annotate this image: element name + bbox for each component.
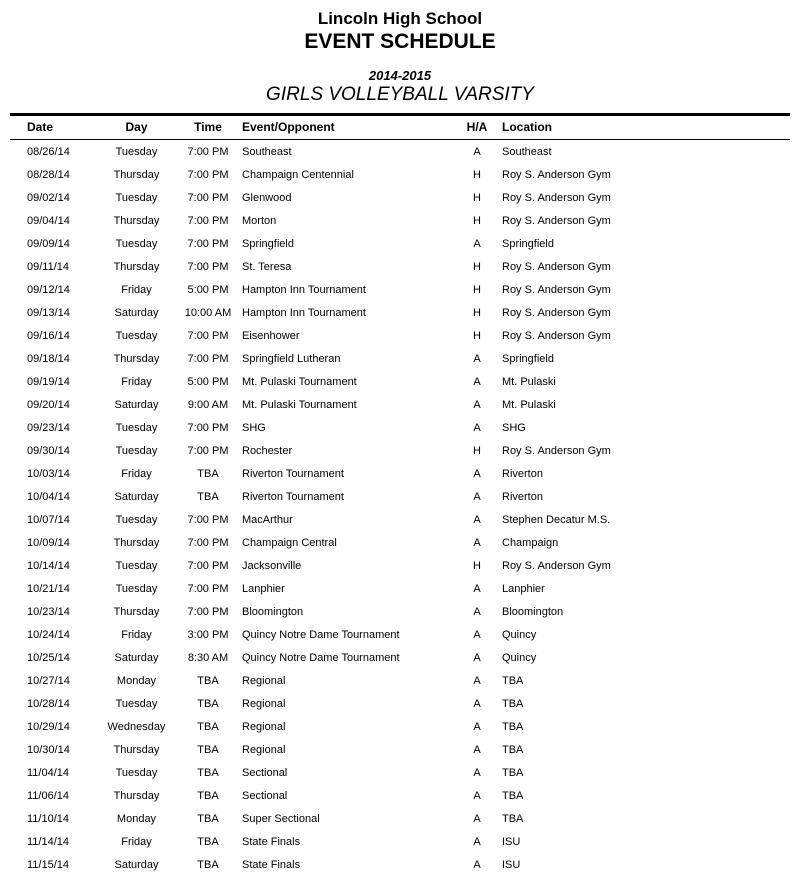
time-cell: 7:00 PM (187, 214, 229, 227)
event-opponent-cell: Champaign Central (242, 536, 337, 549)
location-cell: Roy S. Anderson Gym (502, 444, 611, 457)
date-cell: 10/04/14 (27, 490, 70, 503)
h-a-cell: A (473, 398, 481, 411)
schedule-row (10, 669, 790, 692)
h-a-cell: A (473, 766, 481, 779)
day-cell: Tuesday (115, 513, 158, 526)
h-a-cell: H (473, 559, 481, 572)
day-cell: Monday (116, 812, 157, 825)
event-opponent-cell: Mt. Pulaski Tournament (242, 375, 357, 388)
document-header (0, 0, 800, 107)
event-opponent-cell: Regional (242, 720, 286, 733)
event-opponent-cell: Springfield (242, 237, 294, 250)
date-cell: 09/02/14 (27, 191, 70, 204)
location-cell: Quincy (502, 628, 537, 641)
event-opponent-cell: Springfield Lutheran (242, 352, 341, 365)
column-header-h-a: H/A (466, 119, 488, 134)
date-cell: 11/15/14 (27, 858, 70, 871)
h-a-cell: A (473, 651, 481, 664)
schedule-row (10, 209, 790, 232)
day-cell: Thursday (113, 789, 160, 802)
h-a-cell: A (473, 237, 481, 250)
date-cell: 11/06/14 (27, 789, 70, 802)
time-cell: 7:00 PM (187, 605, 229, 618)
date-cell: 09/16/14 (27, 329, 70, 342)
schedule-row (10, 255, 790, 278)
location-cell: TBA (502, 812, 524, 825)
location-cell: Southeast (502, 145, 552, 158)
day-cell: Tuesday (115, 191, 158, 204)
location-cell: TBA (502, 743, 524, 756)
h-a-cell: H (473, 214, 481, 227)
date-cell: 09/12/14 (27, 283, 70, 296)
schedule-row (10, 830, 790, 853)
schedule-row (10, 600, 790, 623)
day-cell: Tuesday (115, 697, 158, 710)
schedule-row (10, 485, 790, 508)
location-cell: Riverton (502, 467, 543, 480)
event-opponent-cell: State Finals (242, 858, 301, 871)
time-cell: 7:00 PM (187, 191, 229, 204)
date-cell: 09/23/14 (27, 421, 70, 434)
season-label: 2014-2015 (368, 67, 432, 83)
location-cell: TBA (502, 674, 524, 687)
table-body (10, 139, 790, 876)
day-cell: Friday (121, 375, 152, 388)
date-cell: 10/23/14 (27, 605, 70, 618)
schedule-row (10, 163, 790, 186)
event-opponent-cell: Regional (242, 743, 286, 756)
day-cell: Friday (121, 467, 152, 480)
h-a-cell: A (473, 536, 481, 549)
schedule-row (10, 439, 790, 462)
h-a-cell: A (473, 720, 481, 733)
h-a-cell: A (473, 674, 481, 687)
schedule-row (10, 577, 790, 600)
h-a-cell: H (473, 168, 481, 181)
event-opponent-cell: Glenwood (242, 191, 292, 204)
schedule-row (10, 623, 790, 646)
day-cell: Tuesday (115, 237, 158, 250)
location-cell: Springfield (502, 352, 554, 365)
schedule-row (10, 278, 790, 301)
h-a-cell: A (473, 789, 481, 802)
date-cell: 10/21/14 (27, 582, 70, 595)
time-cell: 7:00 PM (187, 536, 229, 549)
location-cell: Quincy (502, 651, 537, 664)
column-header-location: Location (502, 119, 552, 134)
day-cell: Tuesday (115, 766, 158, 779)
event-opponent-cell: State Finals (242, 835, 301, 848)
date-cell: 09/30/14 (27, 444, 70, 457)
event-opponent-cell: Sectional (242, 766, 288, 779)
event-opponent-cell: Southeast (242, 145, 292, 158)
column-header-time: Time (194, 119, 222, 134)
day-cell: Tuesday (115, 582, 158, 595)
location-cell: ISU (502, 858, 521, 871)
date-cell: 09/13/14 (27, 306, 70, 319)
h-a-cell: A (473, 421, 481, 434)
time-cell: 7:00 PM (187, 260, 229, 273)
event-opponent-cell: Jacksonville (242, 559, 302, 572)
location-cell: Champaign (502, 536, 559, 549)
schedule-row (10, 139, 790, 163)
event-opponent-cell: Super Sectional (242, 812, 320, 825)
time-cell: 7:00 PM (187, 237, 229, 250)
day-cell: Monday (116, 674, 157, 687)
date-cell: 08/26/14 (27, 145, 70, 158)
time-cell: TBA (197, 467, 219, 480)
schedule-row (10, 393, 790, 416)
schedule-row (10, 692, 790, 715)
schedule-row (10, 347, 790, 370)
day-cell: Tuesday (115, 329, 158, 342)
schedule-row (10, 761, 790, 784)
location-cell: TBA (502, 697, 524, 710)
time-cell: 8:30 AM (187, 651, 229, 664)
event-opponent-cell: MacArthur (242, 513, 293, 526)
date-cell: 10/07/14 (27, 513, 70, 526)
location-cell: Riverton (502, 490, 543, 503)
h-a-cell: A (473, 467, 481, 480)
time-cell: TBA (197, 789, 219, 802)
time-cell: 7:00 PM (187, 168, 229, 181)
h-a-cell: A (473, 743, 481, 756)
date-cell: 09/20/14 (27, 398, 70, 411)
column-header-date: Date (27, 119, 54, 134)
time-cell: TBA (197, 720, 219, 733)
event-opponent-cell: Morton (242, 214, 277, 227)
location-cell: Springfield (502, 237, 554, 250)
date-cell: 09/04/14 (27, 214, 70, 227)
date-cell: 11/04/14 (27, 766, 70, 779)
day-cell: Friday (121, 283, 152, 296)
schedule-row (10, 416, 790, 439)
event-opponent-cell: Mt. Pulaski Tournament (242, 398, 357, 411)
time-cell: 7:00 PM (187, 582, 229, 595)
day-cell: Tuesday (115, 559, 158, 572)
time-cell: 7:00 PM (187, 145, 229, 158)
h-a-cell: A (473, 490, 481, 503)
location-cell: Roy S. Anderson Gym (502, 168, 611, 181)
h-a-cell: H (473, 260, 481, 273)
h-a-cell: A (473, 375, 481, 388)
time-cell: 7:00 PM (187, 559, 229, 572)
location-cell: Mt. Pulaski (502, 375, 556, 388)
day-cell: Saturday (114, 490, 159, 503)
h-a-cell: A (473, 812, 481, 825)
h-a-cell: A (473, 835, 481, 848)
time-cell: 7:00 PM (187, 352, 229, 365)
location-cell: Roy S. Anderson Gym (502, 559, 611, 572)
location-cell: TBA (502, 766, 524, 779)
h-a-cell: A (473, 858, 481, 871)
event-opponent-cell: St. Teresa (242, 260, 292, 273)
table-head (10, 114, 790, 139)
date-cell: 10/24/14 (27, 628, 70, 641)
time-cell: 7:00 PM (187, 513, 229, 526)
schedule-row (10, 784, 790, 807)
date-cell: 08/28/14 (27, 168, 70, 181)
time-cell: TBA (197, 858, 219, 871)
page-title: EVENT SCHEDULE (304, 30, 496, 54)
date-cell: 11/10/14 (27, 812, 70, 825)
location-cell: Roy S. Anderson Gym (502, 214, 611, 227)
schedule-row (10, 324, 790, 347)
column-header-day: Day (125, 119, 148, 134)
event-opponent-cell: Eisenhower (242, 329, 300, 342)
day-cell: Thursday (113, 352, 160, 365)
schedule-row (10, 232, 790, 255)
event-opponent-cell: Sectional (242, 789, 288, 802)
event-opponent-cell: Quincy Notre Dame Tournament (242, 628, 400, 641)
day-cell: Thursday (113, 260, 160, 273)
date-cell: 10/30/14 (27, 743, 70, 756)
column-header-event-opponent: Event/Opponent (242, 119, 335, 134)
event-opponent-cell: Rochester (242, 444, 293, 457)
date-cell: 10/14/14 (27, 559, 70, 572)
h-a-cell: A (473, 605, 481, 618)
location-cell: ISU (502, 835, 521, 848)
event-opponent-cell: Quincy Notre Dame Tournament (242, 651, 400, 664)
schedule-row (10, 531, 790, 554)
schedule-row (10, 715, 790, 738)
location-cell: Roy S. Anderson Gym (502, 260, 611, 273)
time-cell: 7:00 PM (187, 329, 229, 342)
date-cell: 10/29/14 (27, 720, 70, 733)
location-cell: TBA (502, 789, 524, 802)
location-cell: Roy S. Anderson Gym (502, 306, 611, 319)
event-opponent-cell: Riverton Tournament (242, 490, 344, 503)
event-opponent-cell: Hampton Inn Tournament (242, 306, 366, 319)
schedule-row (10, 738, 790, 761)
day-cell: Tuesday (115, 145, 158, 158)
h-a-cell: A (473, 628, 481, 641)
event-opponent-cell: Regional (242, 697, 286, 710)
h-a-cell: A (473, 582, 481, 595)
schedule-row (10, 508, 790, 531)
schedule-row (10, 301, 790, 324)
h-a-cell: A (473, 145, 481, 158)
time-cell: TBA (197, 766, 219, 779)
day-cell: Tuesday (115, 444, 158, 457)
time-cell: 7:00 PM (187, 421, 229, 434)
day-cell: Thursday (113, 536, 160, 549)
location-cell: Roy S. Anderson Gym (502, 191, 611, 204)
day-cell: Saturday (114, 858, 159, 871)
event-opponent-cell: Bloomington (242, 605, 304, 618)
h-a-cell: H (473, 191, 481, 204)
day-cell: Thursday (113, 743, 160, 756)
day-cell: Thursday (113, 605, 160, 618)
location-cell: Roy S. Anderson Gym (502, 329, 611, 342)
location-cell: SHG (502, 421, 526, 434)
team-name: GIRLS VOLLEYBALL VARSITY (266, 84, 534, 106)
date-cell: 09/09/14 (27, 237, 70, 250)
school-name: Lincoln High School (317, 9, 483, 28)
time-cell: TBA (197, 743, 219, 756)
date-cell: 11/14/14 (27, 835, 70, 848)
schedule-row (10, 807, 790, 830)
date-cell: 09/18/14 (27, 352, 70, 365)
location-cell: Lanphier (502, 582, 545, 595)
day-cell: Thursday (113, 214, 160, 227)
location-cell: Bloomington (502, 605, 564, 618)
time-cell: 7:00 PM (187, 444, 229, 457)
schedule-row (10, 646, 790, 669)
schedule-row (10, 554, 790, 577)
time-cell: TBA (197, 490, 219, 503)
schedule-row (10, 853, 790, 876)
event-opponent-cell: Lanphier (242, 582, 285, 595)
date-cell: 10/25/14 (27, 651, 70, 664)
date-cell: 10/27/14 (27, 674, 70, 687)
schedule-row (10, 186, 790, 209)
date-cell: 10/28/14 (27, 697, 70, 710)
day-cell: Thursday (113, 168, 160, 181)
location-cell: Stephen Decatur M.S. (502, 513, 611, 526)
day-cell: Saturday (114, 398, 159, 411)
event-opponent-cell: Champaign Centennial (242, 168, 354, 181)
schedule-table (10, 113, 790, 876)
date-cell: 09/19/14 (27, 375, 70, 388)
h-a-cell: H (473, 444, 481, 457)
header-row (10, 114, 790, 139)
time-cell: TBA (197, 812, 219, 825)
date-cell: 10/03/14 (27, 467, 70, 480)
h-a-cell: A (473, 513, 481, 526)
schedule-row (10, 462, 790, 485)
event-opponent-cell: Riverton Tournament (242, 467, 344, 480)
location-cell: Roy S. Anderson Gym (502, 283, 611, 296)
time-cell: TBA (197, 835, 219, 848)
date-cell: 10/09/14 (27, 536, 70, 549)
event-opponent-cell: Hampton Inn Tournament (242, 283, 366, 296)
day-cell: Wednesday (107, 720, 166, 733)
time-cell: TBA (197, 697, 219, 710)
schedule-row (10, 370, 790, 393)
h-a-cell: A (473, 697, 481, 710)
location-cell: Mt. Pulaski (502, 398, 556, 411)
time-cell: 5:00 PM (187, 283, 229, 296)
h-a-cell: H (473, 329, 481, 342)
day-cell: Saturday (114, 306, 159, 319)
date-cell: 09/11/14 (27, 260, 70, 273)
day-cell: Friday (121, 628, 152, 641)
day-cell: Friday (121, 835, 152, 848)
event-opponent-cell: SHG (242, 421, 266, 434)
time-cell: 9:00 AM (187, 398, 229, 411)
event-opponent-cell: Regional (242, 674, 286, 687)
day-cell: Saturday (114, 651, 159, 664)
time-cell: TBA (197, 674, 219, 687)
time-cell: 5:00 PM (187, 375, 229, 388)
h-a-cell: A (473, 352, 481, 365)
time-cell: 3:00 PM (187, 628, 229, 641)
time-cell: 10:00 AM (184, 306, 232, 319)
location-cell: TBA (502, 720, 524, 733)
day-cell: Tuesday (115, 421, 158, 434)
h-a-cell: H (473, 283, 481, 296)
h-a-cell: H (473, 306, 481, 319)
